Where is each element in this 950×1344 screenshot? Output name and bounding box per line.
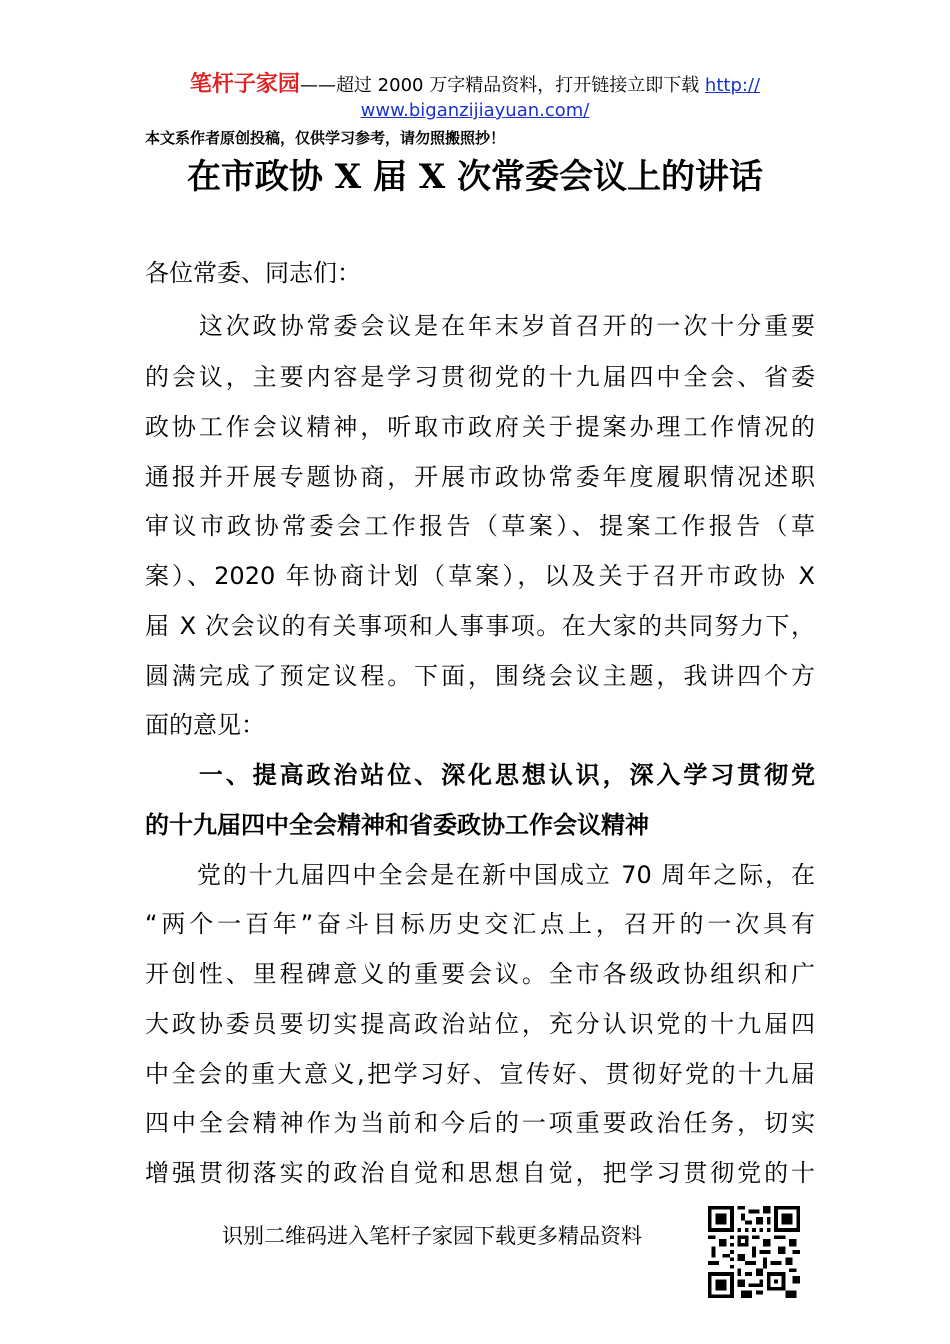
body-line: 案）、2020 年协商计划（草案），以及关于召开市政协 X (145, 562, 815, 590)
body-line: 的会议，主要内容是学习贯彻党的十九届四中全会、省委 (145, 363, 815, 391)
brand-name: 笔杆子家园 (189, 72, 300, 97)
body-line: 大政协委员要切实提高政治站位，充分认识党的十九届四 (145, 1010, 815, 1038)
header-link-part1[interactable]: http:// (704, 75, 761, 96)
footer-caption: 识别二维码进入笔杆子家园下载更多精品资料 (222, 1224, 642, 1248)
body-line: 这次政协常委会议是在年末岁首召开的一次十分重要 (145, 312, 815, 340)
body-line: 增强贯彻落实的政治自觉和思想自觉，把学习贯彻党的十 (145, 1159, 815, 1187)
section-heading-line: 的十九届四中全会精神和省委政协工作会议精神 (145, 811, 649, 839)
section-heading-line: 一、提高政治站位、深化思想认识，深入学习贯彻党 (145, 761, 815, 789)
header-link-part2[interactable]: www.biganzijiayuan.com/ (360, 100, 590, 121)
body-line: 各位常委、同志们： (145, 259, 361, 287)
body-line: 开创性、里程碑意义的重要会议。全市各级政协组织和广 (145, 960, 815, 988)
body-line: 圆满完成了预定议程。下面，围绕会议主题，我讲四个方 (145, 662, 815, 690)
body-line: 党的十九届四中全会是在新中国成立 70 周年之际，在 (145, 861, 815, 889)
copyright-notice: 本文系作者原创投稿，仅供学习参考，请勿照搬照抄！ (145, 129, 506, 147)
header-link-line (140, 100, 810, 122)
document-title: 在市政协 X 届 X 次常委会议上的讲话 (186, 157, 764, 197)
body-line: “两个一百年”奋斗目标历史交汇点上，召开的一次具有 (145, 910, 815, 938)
header-banner (140, 74, 810, 97)
body-line: 面的意见： (145, 711, 265, 739)
body-line: 审议市政协常委会工作报告（草案）、提案工作报告（草 (145, 512, 815, 540)
body-line: 通报并开展专题协商，开展市政协常委年度履职情况述职 (145, 463, 815, 491)
body-line: 届 X 次会议的有关事项和人事事项。在大家的共同努力下， (145, 612, 815, 640)
body-line: 政协工作会议精神，听取市政府关于提案办理工作情况的 (145, 413, 815, 441)
qr-code-icon[interactable] (708, 1206, 800, 1298)
body-line: 中全会的重大意义,把学习好、宣传好、贯彻好党的十九届 (145, 1060, 815, 1088)
body-line: 四中全会精神作为当前和今后的一项重要政治任务，切实 (145, 1109, 815, 1137)
header-tagline: ——超过 2000 万字精品资料，打开链接立即下载 (299, 75, 705, 96)
